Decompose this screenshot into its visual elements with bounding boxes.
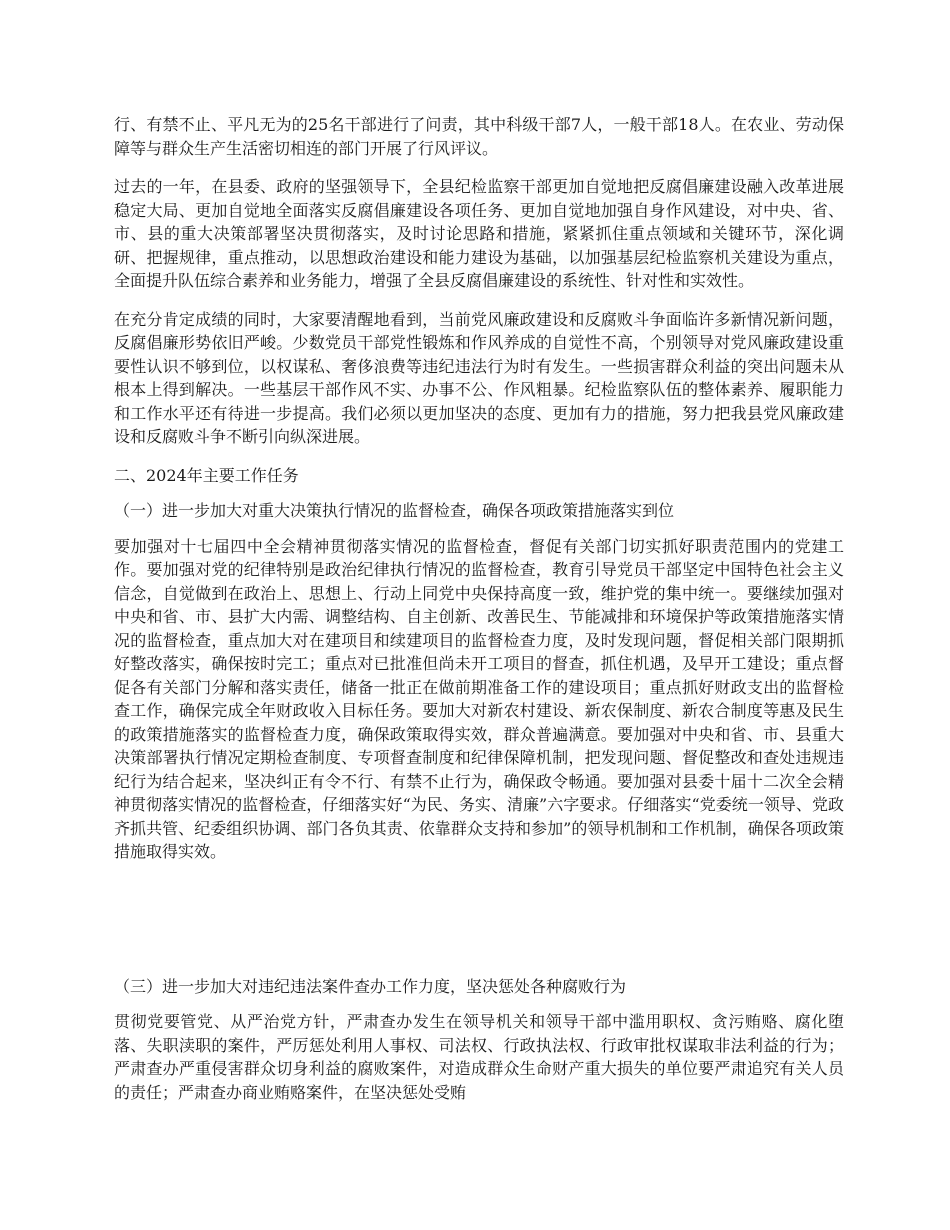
document-page bbox=[114, 113, 844, 1119]
paragraph-case-handling: 贯彻党要管党、从严治党方针，严肃查办发生在领导机关和领导干部中滥用职权、贪污贿赂、腐化堕落、失职渎职的案件，严厉惩处利用人事权、司法权、行政执法权、行政审批权谋取非法利益的行为；严肃查办严重侵害群众切身利益的腐败案件，对造成群众生命财产重大损失的单位要严肃追究有关人员的责任；严肃查办商业贿赂案件，在坚决惩处受贿 bbox=[114, 1012, 844, 1102]
paragraph-challenges: 在充分肯定成绩的同时，大家要清醒地看到，当前党风廉政建设和反腐败斗争面临许多新情况新问题，反腐倡廉形势依旧严峻。少数党员干部党性锻炼和作风养成的自觉性不高，个别领导对党风廉政建设重要性认识不够到位，以权谋私、奢侈浪费等违纪违法行为时有发生。一些损害群众利益的突出问题未从根本上得到解决。一些基层干部作风不实、办事不公、作风粗暴。纪检监察队伍的整体素养、履职能力和工作水平还有待进一步提高。我们必须以更加坚决的态度、更加有力的措施，努力把我县党风廉政建设和反腐败斗争不断引向纵深进展。 bbox=[114, 309, 844, 446]
section-heading-tasks: 二、2024年主要工作任务 bbox=[114, 465, 299, 485]
subsection-heading-3: （三）进一步加大对违纪违法案件查办工作力度，坚决惩处各种腐败行为 bbox=[114, 976, 627, 996]
paragraph-supervision: 要加强对十七届四中全会精神贯彻落实情况的监督检查，督促有关部门切实抓好职责范围内的党建工作。要加强对党的纪律特别是政治纪律执行情况的监督检查，教育引导党员干部坚定中国特色社会主义信念，自觉做到在政治上、思想上、行动上同党中央保持高度一致，维护党的集中统一。要继续加强对中央和省、市、县扩大内需、调整结构、自主创新、改善民生、节能减排和环境保护等政策措施落实情况的监督检查，重点加大对在建项目和续建项目的监督检查力度，及时发现问题，督促相关部门限期抓好整改落实，确保按时完工；重点对已批准但尚未开工项目的督查，抓住机遇，及早开工建设；重点督促各有关部门分解和落实责任，储备一批正在做前期准备工作的建设项目；重点抓好财政支出的监督检查工作，确保完成全年财政收入目标任务。要加大对新农村建设、新农保制度、新农合制度等惠及民生的政策措施落实的监督检查力度，确保政策取得实效，群众普遍满意。要加强对中央和省、市、县重大决策部署执行情况定期检查制度、专项督查制度和纪律保障机制，把发现问题、督促整改和查处违规违纪行为结合起来，坚决纠正有令不行、有禁不止行为，确保政令畅通。要加强对县委十届十二次全会精神贯彻落实情况的监督检查，仔细落实好“为民、务实、清廉”六字要求。仔细落实“党委统一领导、党政齐抓共管、纪委组织协调、部门各负其责、依靠群众支持和参加”的领导机制和工作机制，确保各项政策措施取得实效。 bbox=[114, 536, 844, 861]
paragraph-accountability: 行、有禁不止、平凡无为的25名干部进行了问责，其中科级干部7人，一般干部18人。在农业、劳动保障等与群众生产生活密切相连的部门开展了行风评议。 bbox=[114, 115, 844, 158]
subsection-heading-1: （一）进一步加大对重大决策执行情况的监督检查，确保各项政策措施落实到位 bbox=[114, 501, 675, 520]
blank-gap bbox=[114, 879, 844, 975]
paragraph-review: 过去的一年，在县委、政府的坚强领导下，全县纪检监察干部更加自觉地把反腐倡廉建设融入改革进展稳定大局、更加自觉地全面落实反腐倡廉建设各项任务、更加自觉地加强自身作风建设，对中央、省、市、县的重大决策部署坚决贯彻落实，及时讨论思路和措施，紧紧抓住重点领域和关键环节，深化调研、把握规律，重点推动，以思想政治建设和能力建设为基础，以加强基层纪检监察机关建设为重点，全面提升队伍综合素养和业务能力，增强了全县反腐倡廉建设的系统性、针对性和实效性。 bbox=[114, 177, 844, 290]
